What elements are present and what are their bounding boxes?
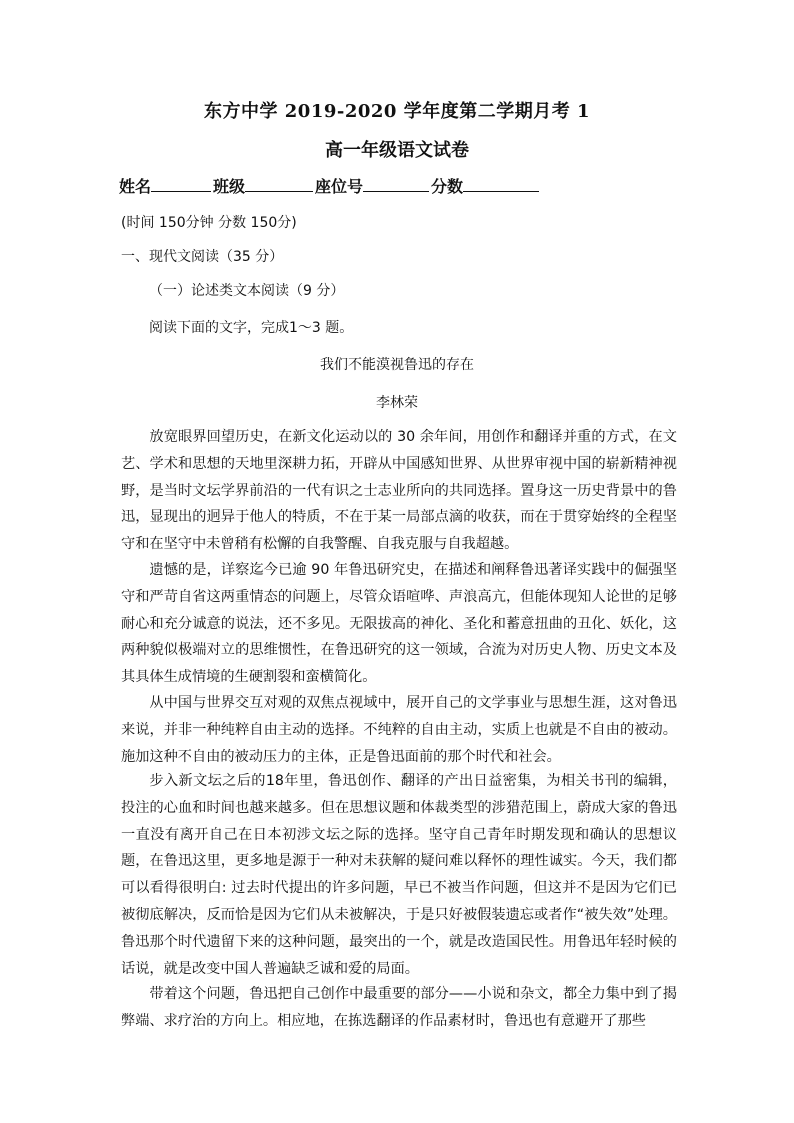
exam-subtitle: 高一年级语文试卷 <box>325 140 469 161</box>
paragraph-2: 遗憾的是，详察迄今已逾 90 年鲁迅研究史，在描述和阐释鲁迅著译实践中的倔强坚守和严苛自省这两重情态的问题上，尽管众语喧哗、声浪高亢，但能体现知人论世的足够耐心和充分诚意的说法，还不多见。无限拔高的神化、圣化和蓄意扭曲的丑化、妖化，这两种貌似极端对立的思维惯性，在鲁迅研究的这一领域，合流为对历史人物、历史文本及其具体生成情境的生硬割裂和蛮横简化。 <box>121 562 677 686</box>
article-author: 李林荣 <box>376 395 418 411</box>
exam-title: 东方中学 2019-2020 学年度第二学期月考 1 <box>204 101 590 122</box>
instruction: 阅读下面的文字，完成1～3 题。 <box>149 320 354 336</box>
name-label: 姓名 <box>119 177 152 196</box>
seat-blank[interactable] <box>363 177 429 192</box>
exam-meta: (时间 150分钟 分数 150分) <box>121 215 297 231</box>
paragraph-4: 步入新文坛之后的18年里，鲁迅创作、翻译的产出日益密集，为相关书刊的编辑，投注的心血和时间也越来越多。但在思想议题和体裁类型的涉猎范围上，蔚成大家的鲁迅一直没有离开自己在日本初涉文坛之际的选择。坚守自己青年时期发现和确认的思想议题，在鲁迅这里，更多地是源于一种对未获解的疑问难以释怀的理性诚实。今天，我们都可以看得很明白: 过去时代提出的许多问题，早已不被当作问题，但这并不是因为它们已被彻底解决，反而恰是因为它们从未被解决，于是只好被假装遗忘或者作“被失效”处理。鲁迅那个时代遗留下来的这种问题，最突出的一个，就是改造国民性。用鲁迅年轻时候的话说，就是改变中国人普遍缺乏诚和爱的局面。 <box>121 773 677 977</box>
paragraph-1: 放宽眼界回望历史，在新文化运动以的 30 余年间，用创作和翻译并重的方式，在文艺、学术和思想的天地里深耕力拓，开辟从中国感知世界、从世界审视中国的崭新精神视野，是当时文坛学界前沿的一代有识之士志业所向的共同选择。置身这一历史背景中的鲁迅，显现出的迥异于他人的特质，不在于某一局部点滴的收获，而在于贯穿始终的全程坚守和在坚守中未曾稍有松懈的自我警醒、自我克服与自我超越。 <box>121 429 677 553</box>
name-blank[interactable] <box>151 177 211 192</box>
paragraph-3: 从中国与世界交互对观的双焦点视域中，展开自己的文学事业与思想生涯，这对鲁迅来说，并非一种纯粹自由主动的选择。不纯粹的自由主动，实质上也就是不自由的被动。施加这种不自由的被动压力的主体，正是鲁迅面前的那个时代和社会。 <box>121 695 677 765</box>
subsection-heading: （一）论述类文本阅读（9 分） <box>149 283 345 299</box>
seat-label: 座位号 <box>315 177 364 196</box>
article-title: 我们不能漠视鲁迅的存在 <box>320 357 474 373</box>
score-blank[interactable] <box>463 177 539 192</box>
paragraph-5: 带着这个问题，鲁迅把自己创作中最重要的部分——小说和杂文，都全力集中到了揭弊端、求疗治的方向上。相应地，在拣选翻译的作品素材时，鲁迅也有意避开了那些 <box>121 986 677 1029</box>
section-heading: 一、现代文阅读（35 分） <box>121 249 284 265</box>
class-blank[interactable] <box>245 177 313 192</box>
class-label: 班级 <box>213 177 246 196</box>
score-label: 分数 <box>431 177 464 196</box>
student-info-row <box>119 174 541 197</box>
